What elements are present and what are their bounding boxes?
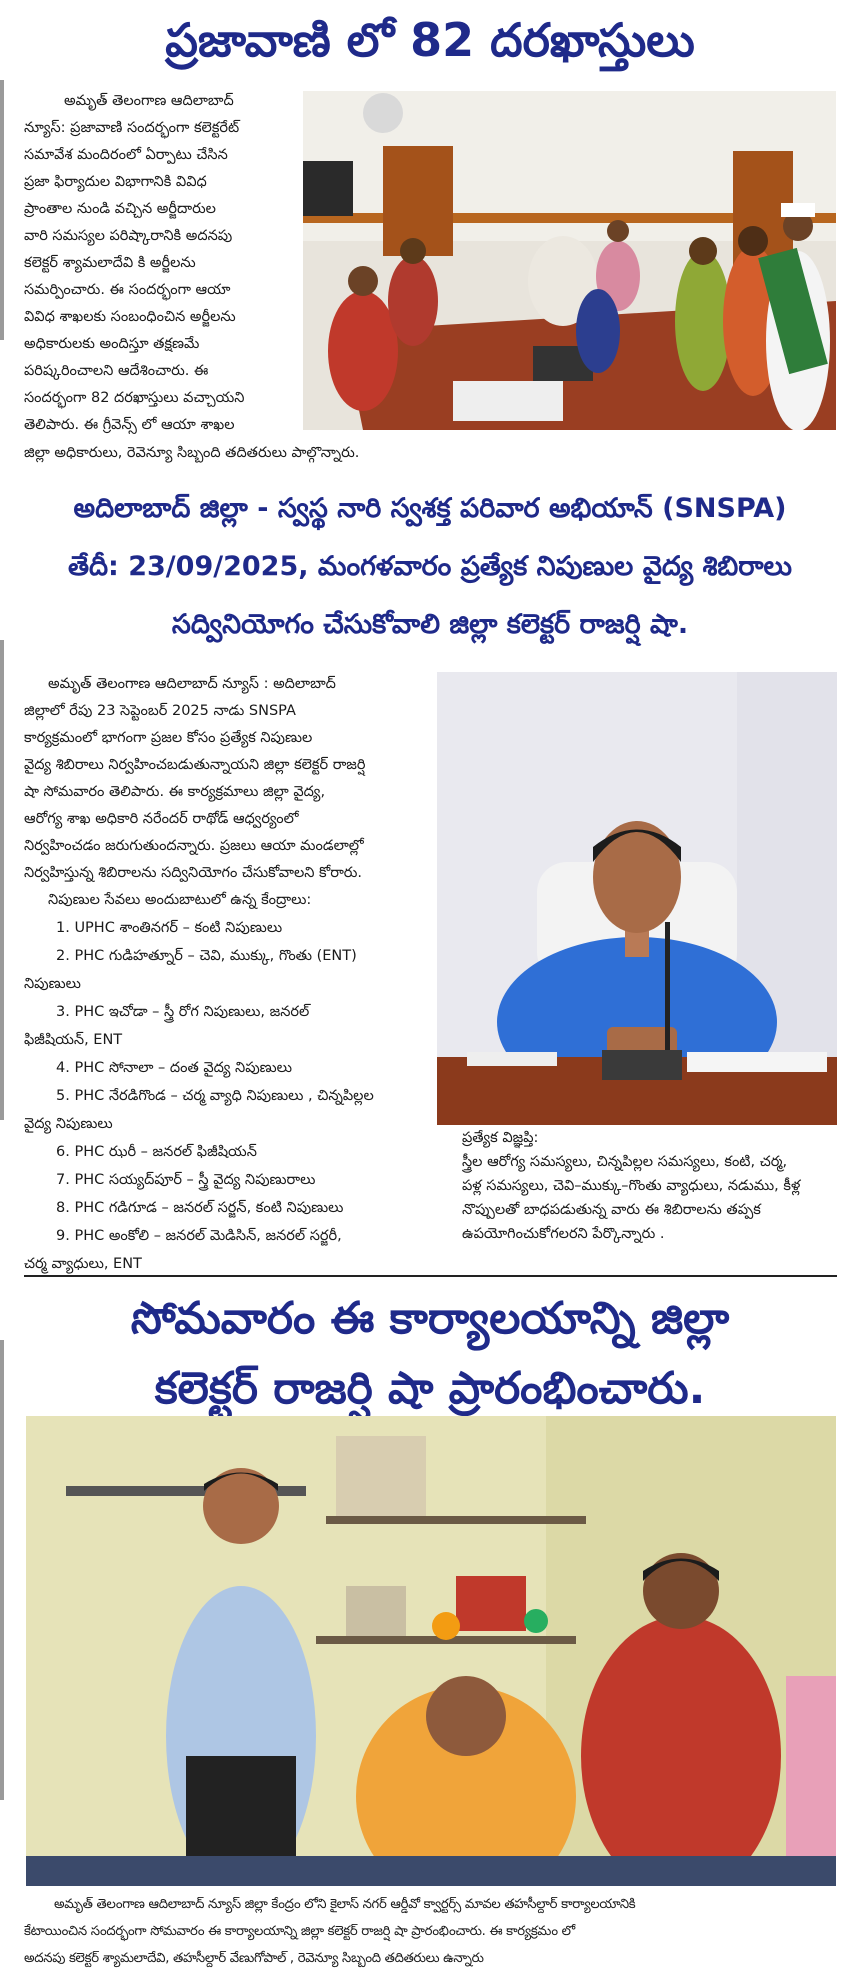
article1-line: అధికారులకు అందిస్తూ తక్షణమే [24, 336, 200, 352]
centers-list-item: 1. UPHC శాంతినగర్ – కంటి నిపుణులు [56, 920, 283, 936]
article2-body [24, 671, 416, 914]
article2-line: అమృత్ తెలంగాణ ఆదిలాబాద్ న్యూస్ : అదిలాబాద్ [48, 676, 336, 692]
article1-line: సందర్భంగా 82 దరఖాస్తులు వచ్చాయని [24, 390, 245, 406]
section-divider [24, 1275, 837, 1277]
centers-list-item: వైద్య నిపుణులు [24, 1116, 113, 1132]
article2-line: నిర్వహిస్తున్న శిబిరాలను సద్వినియోగం చేసుకోవాలని కోరారు. [24, 865, 363, 881]
notice-title: ప్రత్యేక విజ్ఞప్తి: [462, 1130, 539, 1146]
article1-line: వివిధ శాఖలకు సంబంధించిన అర్జీలను [24, 309, 236, 325]
article1-body [24, 88, 288, 439]
centers-list-item: 5. PHC నేరడిగొండ – చర్మ వ్యాధి నిపుణులు , చిన్నపిల్లల [56, 1088, 374, 1104]
article2-headline-line: అదిలాబాద్ జిల్లా - స్వస్థ నారి స్వశక్త పరివార అభియాన్ (SNSPA) [73, 493, 787, 524]
office-opening-photo [26, 1416, 836, 1886]
article2-line: నిర్వహించడం జరుగుతుందన్నారు. ప్రజలు ఆయా మండలాల్లో [24, 838, 364, 854]
collector-portrait-photo [437, 672, 837, 1125]
centers-list-item: 4. PHC సోనాలా – దంత వైద్య నిపుణులు [56, 1060, 292, 1076]
edge-strip [0, 80, 4, 340]
article3-line: కేటాయించిన సందర్భంగా సోమవారం ఈ కార్యాలయాన్ని జిల్లా కలెక్టర్ రాజర్షి షా ప్రారంభించారు. ఈ కార్యక్రమం లో [24, 1924, 575, 1939]
article2-headline [20, 480, 840, 654]
notice-line: స్త్రీల ఆరోగ్య సమస్యలు, చిన్నపిల్లల సమస్యలు, కంటి, చర్మ, [462, 1154, 788, 1170]
notice-line: పళ్ల సమస్యలు, చెవి–ముక్కు–గొంతు వ్యాధులు, నడుము, కీళ్ల [462, 1178, 801, 1194]
centers-list-item: 3. PHC ఇచోడా – స్త్రీ రోగ నిపుణులు, జనరల్ [56, 1004, 310, 1020]
article2-headline-line: సద్వినియోగం చేసుకోవాలి జిల్లా కలెక్టర్ రాజర్షి షా. [171, 609, 689, 640]
article2-line: ఆరోగ్య శాఖ అధికారి నరేందర్ రాథోడ్ ఆధ్వర్యంలో [24, 811, 299, 827]
article1-line: వారి సమస్యల పరిష్కారానికి అదనపు [24, 228, 233, 244]
special-notice [462, 1126, 837, 1246]
article1-line: న్యూస్: ప్రజావాణి సందర్భంగా కలెక్టరేట్ [24, 120, 240, 136]
article1-line: సమావేశ మందిరంలో ఏర్పాటు చేసిన [24, 147, 228, 163]
article3-headline [20, 1284, 840, 1424]
edge-strip [0, 640, 4, 1120]
article1-headline: ప్రజావాణి లో 82 దరఖాస్తులు [165, 13, 695, 67]
notice-line: ఉపయోగించుకోగలరని పేర్కొన్నారు . [462, 1226, 665, 1242]
article1-line: కలెక్టర్ శ్యామలాదేవి కి అర్జీలను [24, 255, 196, 271]
article3-line: అదనపు కలెక్టర్ శ్యామలాదేవి, తహసీల్దార్ వేణుగోపాల్ , రెవెన్యూ సిబ్బంది తదితరులు ఉన్నారు [24, 1951, 484, 1966]
centers-list-item: ఫిజీషియన్, ENT [24, 1032, 123, 1048]
centers-list-item: 2. PHC గుడిహత్నూర్ – చెవి, ముక్కు, గొంతు (ENT) [56, 948, 357, 964]
article2-line: నిపుణుల సేవలు అందుబాటులో ఉన్న కేంద్రాలు: [48, 892, 312, 908]
centers-list-item: నిపుణులు [24, 976, 81, 992]
article3-body [24, 1891, 844, 1972]
article1-line: ప్రజా ఫిర్యాదుల విభాగానికి వివిధ [24, 174, 207, 190]
centers-list-item: 6. PHC ఝరీ – జనరల్ ఫిజీషియన్ [56, 1144, 257, 1160]
centers-list-item: చర్మ వ్యాధులు, ENT [24, 1256, 142, 1272]
centers-list-item: 9. PHC అంకోలి – జనరల్ మెడిసిన్, జనరల్ సర్జరీ, [56, 1228, 342, 1244]
article3-headline-line: కలెక్టర్ రాజర్షి షా ప్రారంభించారు. [154, 1363, 706, 1414]
article1-line: తెలిపారు. ఈ గ్రీవెన్స్ లో ఆయా శాఖల [24, 417, 235, 433]
article2-headline-line: తేదీ: 23/09/2025, మంగళవారం ప్రత్యేక నిపుణుల వైద్య శిబిరాలు [67, 551, 793, 582]
article2-line: షా సోమవారం తెలిపారు. ఈ కార్యక్రమాలు జిల్లా వైద్య, [24, 784, 326, 800]
article2-line: జిల్లాలో రేపు 23 సెప్టెంబర్ 2025 నాడు SNSPA [24, 703, 296, 719]
article1-last-line: జిల్లా అధికారులు, రెవెన్యూ సిబ్బంది తదితరులు పాల్గొన్నారు. [24, 445, 360, 461]
centers-list [24, 914, 420, 1278]
article1-line: పరిష్కరించాలని ఆదేశించారు. ఈ [24, 363, 209, 379]
article2-line: కార్యక్రమంలో భాగంగా ప్రజల కోసం ప్రత్యేక నిపుణుల [24, 730, 313, 746]
article1-line: ప్రాంతాల నుండి వచ్చిన అర్జీదారుల [24, 201, 216, 217]
article1-line: అమృత్ తెలంగాణ ఆదిలాబాద్ [64, 93, 234, 109]
article3-headline-line: సోమవారం ఈ కార్యాలయాన్ని జిల్లా [130, 1293, 730, 1344]
notice-line: నొప్పులతో బాధపడుతున్న వారు ఈ శిబిరాలను తప్పక [462, 1202, 761, 1218]
edge-strip [0, 1340, 4, 1800]
article3-line: అమృత్ తెలంగాణ ఆదిలాబాద్ న్యూస్ జిల్లా కేంద్రం లోని కైలాస్ నగర్ ఆర్డీవో క్వార్టర్స్ మావల తహసీల్దార్ కార్యాలయానికి [54, 1897, 636, 1912]
centers-list-item: 8. PHC గడిగూడ – జనరల్ సర్జన్, కంటి నిపుణులు [56, 1200, 344, 1216]
centers-list-item: 7. PHC సయ్యద్‌పూర్ – స్త్రీ వైద్య నిపుణురాలు [56, 1172, 316, 1188]
article1-line: సమర్పించారు. ఈ సందర్భంగా ఆయా [24, 282, 231, 298]
article2-line: వైద్య శిబిరాలు నిర్వహించబడుతున్నాయని జిల్లా కలెక్టర్ రాజర్షి [24, 757, 366, 773]
grievance-meeting-photo-art [303, 91, 836, 430]
collector-portrait-photo-art [437, 672, 837, 1125]
grievance-meeting-photo [303, 91, 836, 430]
office-opening-photo-art [26, 1416, 836, 1886]
